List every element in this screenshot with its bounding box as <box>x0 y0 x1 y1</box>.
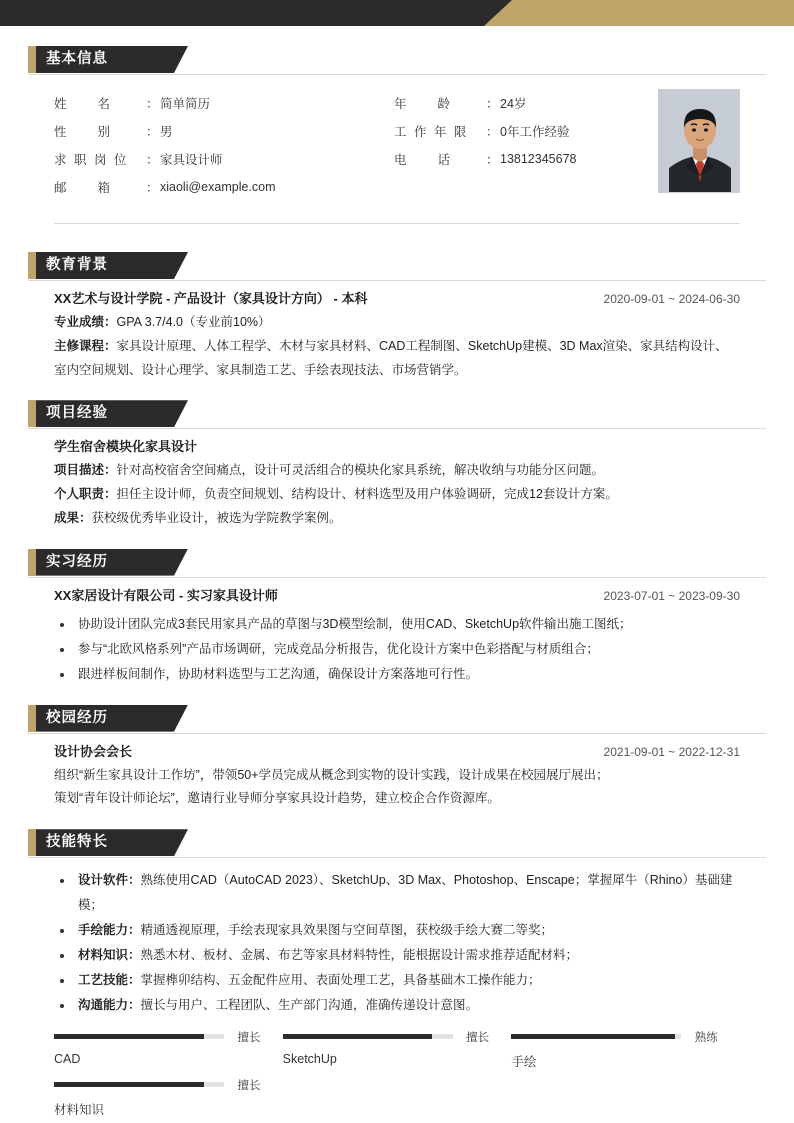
skill-value: 掌握榫卯结构、五金配件应用、表面处理工艺，具备基础木工操作能力； <box>140 973 541 988</box>
skill-bar-item <box>283 1028 504 1070</box>
list-item <box>74 918 740 943</box>
skill-bar-level: 擅长 <box>466 1031 490 1044</box>
section-accent <box>28 252 36 279</box>
skill-bars <box>28 1022 766 1118</box>
section-accent <box>28 549 36 576</box>
skill-bars-row <box>54 1076 740 1118</box>
info-colon: ： <box>146 125 159 139</box>
campus-date: 2021-09-01 ~ 2022-12-31 <box>603 744 740 759</box>
basic-info-block <box>28 79 766 238</box>
project-result <box>54 507 740 531</box>
campus-row-title <box>54 740 740 764</box>
project-block <box>28 433 766 534</box>
skill-label: 材料知识： <box>78 948 141 963</box>
info-colon: ： <box>486 125 499 139</box>
section-header-skills <box>28 829 766 856</box>
list-item: • 参与“北欧风格系列”产品市场调研，完成竞品分析报告，优化设计方案中色彩搭配与材质组合； <box>74 637 740 662</box>
project-duty <box>54 483 740 507</box>
section-title-basic: 基本信息 <box>46 51 108 67</box>
section-rule <box>28 733 766 734</box>
skill-bar-item <box>54 1028 275 1070</box>
list-item: • 跟进样板间制作，协助材料选型与工艺沟通，确保设计方案落地可行性。 <box>74 662 740 687</box>
skill-bar-track <box>54 1034 224 1039</box>
education-date: 2020-09-01 ~ 2024-06-30 <box>603 292 740 306</box>
skill-bar-name: SketchUp <box>282 1052 337 1067</box>
info-row <box>394 145 644 173</box>
section-header-basic <box>28 46 766 73</box>
info-row <box>54 145 394 173</box>
education-courses-value: 家具设计原理、人体工程学、木材与家具材料、CAD工程制图、SketchUp建模、3D Max渲染、家具结构设计、室内空间规划、设计心理学、家具制造工艺、手绘表现技法、市场营销学。 <box>54 338 728 377</box>
section-title-campus: 校园经历 <box>46 709 108 726</box>
section-header-education <box>28 252 766 279</box>
basic-info-right-column <box>394 89 644 201</box>
info-label: 求 职 岗 位 <box>54 153 129 167</box>
project-name: 学生宿舍模块化家具设计 <box>54 439 198 455</box>
skill-bar-name: 手绘 <box>511 1055 537 1070</box>
info-colon: ： <box>146 181 159 195</box>
skill-bar-fill <box>54 1034 204 1039</box>
skills-block <box>28 862 766 1022</box>
info-row <box>394 89 644 117</box>
divider <box>54 223 740 224</box>
info-label: 姓 名 <box>54 97 113 111</box>
info-label: 电 话 <box>394 153 453 167</box>
skill-label: 设计软件： <box>78 873 141 888</box>
section-title-education: 教育背景 <box>46 257 108 273</box>
section-title-internship: 实习经历 <box>46 553 108 570</box>
skill-bars-row <box>54 1028 740 1070</box>
info-label: 性 别 <box>54 125 113 139</box>
list-item <box>74 993 740 1018</box>
skill-value: 熟悉木材、板材、金属、布艺等家具材料特性，能根据设计需求推荐适配材料； <box>140 948 579 963</box>
skill-bar-fill <box>511 1034 674 1039</box>
project-description <box>54 459 740 483</box>
skill-label: 沟通能力： <box>78 998 141 1013</box>
skill-label: 工艺技能： <box>78 973 141 988</box>
skill-bar-track <box>511 1034 681 1039</box>
education-block <box>28 285 766 386</box>
skill-bar-item <box>54 1076 278 1118</box>
skill-bar-fill <box>54 1082 204 1087</box>
section-title-skills: 技能特长 <box>46 834 108 851</box>
education-courses <box>54 335 740 383</box>
info-label: 年 龄 <box>394 97 453 111</box>
internship-date: 2023-07-01 ~ 2023-09-30 <box>603 588 740 603</box>
campus-line: 组织“新生家具设计工作坊”，带领50+学员完成从概念到实物的设计实践，设计成果在校园展厅展出； <box>54 767 609 782</box>
info-row <box>394 117 644 145</box>
info-colon: ： <box>486 153 499 167</box>
list-item <box>74 868 740 918</box>
info-value-phone: 13812345678 <box>500 152 577 166</box>
project-result-value: 获校级优秀毕业设计，被选为学院教学案例。 <box>91 510 342 525</box>
section-header-internship <box>28 549 766 576</box>
skill-bar-name: CAD <box>54 1052 81 1067</box>
skill-bar-level: 擅长 <box>237 1079 261 1092</box>
section-accent <box>28 400 36 427</box>
section-header-campus <box>28 705 766 732</box>
info-row <box>54 89 394 117</box>
section-rule <box>28 428 766 429</box>
section-accent <box>28 705 36 732</box>
internship-block <box>28 582 766 691</box>
project-row-title <box>54 435 740 459</box>
internship-row-title <box>54 584 740 608</box>
info-value-email: xiaoli@example.com <box>160 180 276 194</box>
campus-line: 策划“青年设计师论坛”，邀请行业导师分享家具设计趋势，建立校企合作资源库。 <box>54 791 500 806</box>
project-desc-value: 针对高校宿舍空间痛点，设计可灵活组合的模块化家具系统，解决收纳与功能分区问题。 <box>116 463 605 478</box>
list-item <box>74 943 740 968</box>
skill-value: 擅长与用户、工程团队、生产部门沟通，准确传递设计意图。 <box>140 998 479 1013</box>
internship-bullet-list <box>54 612 740 687</box>
project-desc-label: 项目描述： <box>54 463 117 478</box>
skills-bullet-list <box>54 868 740 1018</box>
list-item <box>74 968 740 993</box>
info-value-position: 家具设计师 <box>160 153 223 167</box>
info-label: 工 作 年 限 <box>394 125 469 139</box>
project-duty-label: 个人职责： <box>54 487 117 502</box>
resume-content <box>28 0 766 1118</box>
project-result-label: 成果： <box>54 510 92 525</box>
education-gpa-value: GPA 3.7/4.0（专业前10%） <box>116 315 271 330</box>
education-gpa <box>54 311 740 335</box>
skill-bar-fill <box>283 1034 433 1039</box>
education-row-title <box>54 287 740 311</box>
skill-bar-level: 擅长 <box>237 1031 261 1044</box>
education-gpa-label: 专业成绩： <box>54 315 117 330</box>
info-label: 邮 箱 <box>54 181 113 195</box>
section-accent <box>28 829 36 856</box>
project-duty-value: 担任主设计师，负责空间规划、结构设计、材料选型及用户体验调研，完成12套设计方案。 <box>116 487 618 502</box>
section-title-project: 项目经验 <box>46 405 108 422</box>
skill-bar-level: 熟练 <box>694 1031 718 1044</box>
skill-bar-name: 材料知识 <box>54 1103 105 1118</box>
section-rule <box>28 74 766 75</box>
skill-bar-track <box>283 1034 453 1039</box>
info-value-experience: 0年工作经验 <box>500 125 570 139</box>
info-value-gender: 男 <box>160 125 173 139</box>
education-courses-label: 主修课程： <box>54 338 117 353</box>
info-colon: ： <box>486 97 499 111</box>
internship-company: XX家居设计有限公司 - 实习家具设计师 <box>54 587 278 603</box>
avatar <box>658 89 740 193</box>
campus-role: 设计协会会长 <box>54 743 133 759</box>
section-header-project <box>28 400 766 427</box>
skill-label: 手绘能力： <box>78 923 141 938</box>
info-row <box>54 173 394 201</box>
skill-value: 熟练使用CAD（AutoCAD 2023）、SketchUp、3D Max、Photoshop、Enscape；掌握犀牛（Rhino）基础建模； <box>78 873 733 913</box>
campus-block <box>28 738 766 816</box>
info-value-age: 24岁 <box>500 97 527 111</box>
section-rule <box>28 857 766 858</box>
skill-bar-item <box>511 1028 732 1070</box>
section-accent <box>28 46 36 73</box>
skill-value: 精通透视原理，手绘表现家具效果图与空间草图，获校级手绘大赛二等奖； <box>140 923 554 938</box>
education-school: XX艺术与设计学院 - 产品设计（家具设计方向） - 本科 <box>54 291 368 306</box>
list-item: • 协助设计团队完成3套民用家具产品的草图与3D模型绘制，使用CAD、SketchUp软件输出施工图纸； <box>74 612 740 637</box>
info-row <box>54 117 394 145</box>
basic-info-left-column <box>54 89 394 201</box>
section-rule <box>28 577 766 578</box>
skill-bar-track <box>54 1082 224 1087</box>
info-value-name: 简单简历 <box>160 97 211 111</box>
info-colon: ： <box>146 153 159 167</box>
section-rule <box>28 280 766 281</box>
info-colon: ： <box>146 97 159 111</box>
